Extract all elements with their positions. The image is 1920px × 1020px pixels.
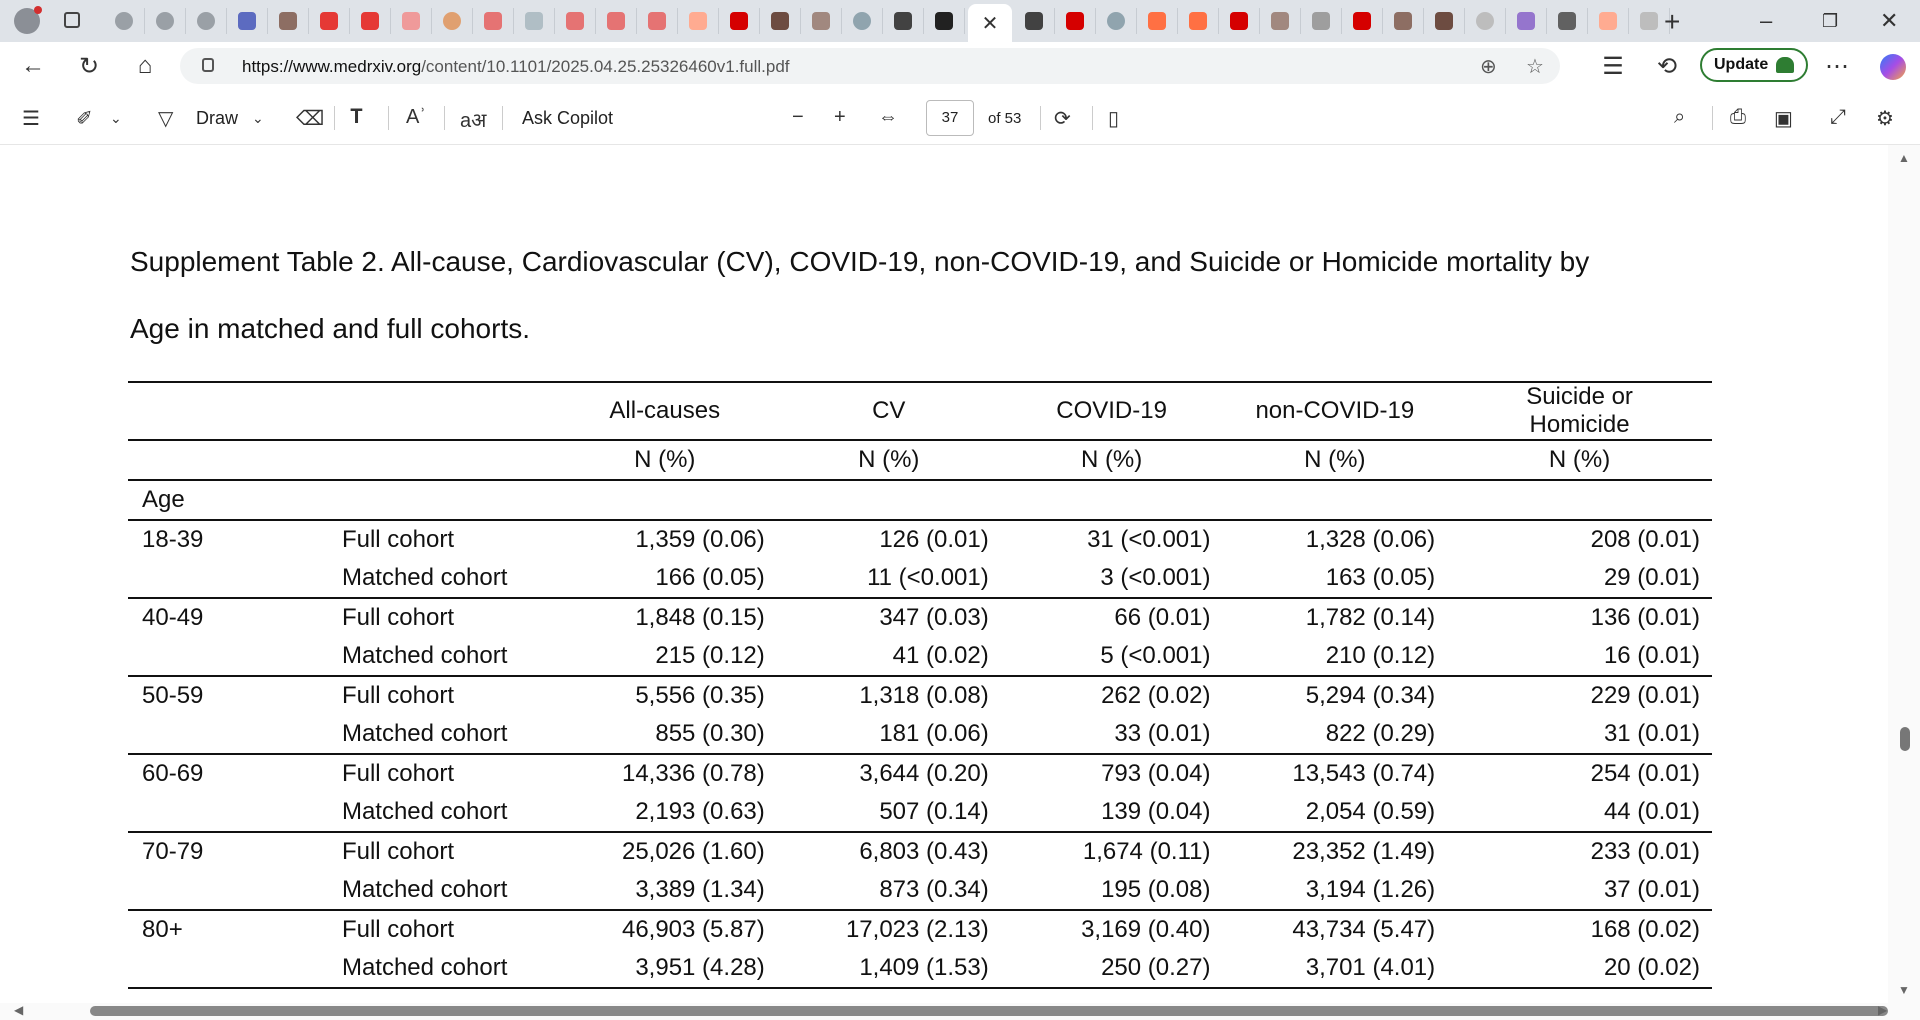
mortality-table — [128, 381, 1712, 989]
home-icon[interactable]: ⌂ — [137, 52, 153, 79]
value-cell: 1,674 (0.11) — [1082, 838, 1211, 865]
scroll-up-icon[interactable]: ▲ — [1898, 151, 1910, 165]
value-cell: 3,194 (1.26) — [1222, 871, 1447, 910]
table-row — [128, 598, 1712, 637]
address-bar-row — [0, 42, 1920, 93]
copilot-icon[interactable] — [1880, 54, 1906, 80]
age-group-cell — [128, 793, 342, 832]
cohort-cell: Matched cohort — [342, 793, 553, 832]
table-row — [128, 754, 1712, 793]
tab[interactable] — [1137, 8, 1178, 34]
tab[interactable] — [883, 8, 924, 34]
value-cell: 13,543 (0.74) — [1292, 760, 1436, 787]
tab[interactable] — [760, 8, 801, 34]
value-cell: 1,359 (0.06) — [635, 526, 765, 553]
scroll-down-icon[interactable]: ▼ — [1898, 983, 1910, 997]
col-header-cv: CV — [777, 382, 1001, 440]
table-row — [128, 910, 1712, 949]
table-caption-line1: Supplement Table 2. All-cause, Cardiovascular (CV), COVID-19, non-COVID-19, and Suicide or Homicide mortality by — [130, 246, 1590, 277]
more-icon[interactable]: ⋯ — [1825, 53, 1849, 80]
horizontal-scroll-thumb[interactable] — [90, 1006, 1888, 1016]
value-cell: 873 (0.34) — [777, 871, 1001, 910]
value-cell: 11 (<0.001) — [777, 559, 1001, 598]
tab-actions-icon[interactable] — [64, 12, 80, 28]
tab[interactable] — [1178, 8, 1219, 34]
cohort-cell: Full cohort — [341, 838, 454, 865]
divider — [502, 106, 503, 130]
value-cell: 233 (0.01) — [1590, 838, 1700, 865]
age-group-cell — [128, 871, 342, 910]
tab[interactable] — [104, 8, 145, 34]
section-row — [128, 480, 1712, 520]
horizontal-scrollbar[interactable] — [0, 1003, 1920, 1020]
tab[interactable] — [842, 8, 883, 34]
value-cell: 181 (0.06) — [777, 715, 1001, 754]
tab[interactable] — [596, 8, 637, 34]
back-icon[interactable]: ← — [21, 52, 45, 79]
table-row — [128, 715, 1712, 754]
minimize-icon[interactable]: – — [1760, 8, 1773, 33]
draw-icon[interactable]: ▽ — [158, 108, 174, 130]
divider — [334, 106, 335, 130]
read-aloud-icon[interactable]: Aʾ — [406, 106, 426, 128]
update-button[interactable]: Update — [1700, 48, 1808, 82]
value-cell: 5,556 (0.35) — [635, 682, 765, 709]
value-cell: 1,328 (0.06) — [1305, 526, 1436, 553]
tab[interactable] — [1301, 8, 1342, 34]
restore-icon[interactable]: ❐ — [1822, 11, 1839, 31]
tab[interactable] — [514, 8, 555, 34]
unit-label: N (%) — [553, 440, 777, 480]
value-cell: 2,054 (0.59) — [1222, 793, 1447, 832]
value-cell: 507 (0.14) — [777, 793, 1001, 832]
unit-label: N (%) — [1447, 440, 1712, 480]
value-cell: 1,409 (1.53) — [777, 949, 1001, 988]
value-cell: 29 (0.01) — [1447, 559, 1712, 598]
tab[interactable] — [719, 8, 760, 34]
value-cell: 3,644 (0.20) — [859, 760, 989, 787]
table-row — [128, 559, 1712, 598]
table-row — [128, 637, 1712, 676]
close-window-icon[interactable]: ✕ — [1880, 8, 1899, 33]
tab[interactable] — [1014, 8, 1055, 34]
cohort-cell: Full cohort — [341, 604, 454, 631]
value-cell: 6,803 (0.43) — [859, 838, 989, 865]
unit-label: N (%) — [1222, 440, 1447, 480]
cohort-cell: Full cohort — [341, 760, 454, 787]
tab[interactable] — [1383, 8, 1424, 34]
value-cell: 1,848 (0.15) — [635, 604, 765, 631]
chevron-down-icon[interactable]: ⌄ — [110, 110, 122, 126]
notification-dot — [34, 6, 42, 14]
col-header-all-causes: All-causes — [553, 382, 777, 440]
draw-label[interactable]: Draw — [196, 108, 239, 128]
url-text[interactable]: https://www.medrxiv.org/content/10.1101/2025.04.25.25326460v1.full.pdf — [242, 57, 790, 76]
value-cell: 126 (0.01) — [879, 526, 989, 553]
zoom-out-icon[interactable]: − — [792, 106, 804, 128]
value-cell: 2,193 (0.63) — [553, 793, 777, 832]
tab[interactable] — [227, 8, 268, 34]
unit-label: N (%) — [1001, 440, 1223, 480]
value-cell: 793 (0.04) — [1101, 760, 1211, 787]
section-label: Age — [128, 480, 342, 520]
cohort-cell: Full cohort — [341, 526, 454, 553]
value-cell: 254 (0.01) — [1590, 760, 1700, 787]
value-cell: 16 (0.01) — [1447, 637, 1712, 676]
age-group-cell: 60-69 — [142, 760, 204, 787]
tab[interactable] — [473, 8, 514, 34]
value-cell: 195 (0.08) — [1001, 871, 1223, 910]
tab[interactable] — [801, 8, 842, 34]
tab[interactable] — [1424, 8, 1465, 34]
zoom-in-icon[interactable]: + — [834, 106, 846, 128]
value-cell: 5 (<0.001) — [1001, 637, 1223, 676]
divider — [1092, 106, 1093, 130]
age-group-cell: 18-39 — [142, 526, 204, 553]
ask-copilot-button[interactable]: Ask Copilot — [522, 108, 614, 128]
active-tab[interactable] — [968, 4, 1012, 42]
vertical-scroll-thumb[interactable] — [1900, 727, 1910, 751]
tab[interactable] — [268, 8, 309, 34]
tab[interactable] — [678, 8, 719, 34]
page-view-icon[interactable]: ▯ — [1108, 108, 1120, 130]
col-header-suicide-homicide: Suicide or Homicide — [1447, 382, 1712, 440]
age-group-cell — [128, 715, 342, 754]
cohort-cell: Full cohort — [341, 682, 454, 709]
value-cell: 1,318 (0.08) — [859, 682, 989, 709]
tab[interactable] — [924, 8, 965, 34]
value-cell: 66 (0.01) — [1114, 604, 1211, 631]
tab[interactable] — [145, 8, 186, 34]
settings-gear-icon[interactable]: ⚙ — [1876, 108, 1894, 130]
table-row — [128, 949, 1712, 988]
value-cell: 139 (0.04) — [1001, 793, 1223, 832]
value-cell: 3 (<0.001) — [1001, 559, 1223, 598]
value-cell: 136 (0.01) — [1590, 604, 1700, 631]
contents-icon[interactable]: ☰ — [22, 108, 40, 130]
age-group-cell — [128, 559, 342, 598]
value-cell: 3,951 (4.28) — [553, 949, 777, 988]
text-box-icon[interactable]: 𝐓 — [350, 106, 363, 128]
value-cell: 250 (0.27) — [1001, 949, 1223, 988]
tab[interactable] — [637, 8, 678, 34]
fullscreen-icon[interactable]: ⤢ — [1830, 106, 1846, 128]
value-cell: 41 (0.02) — [777, 637, 1001, 676]
divider — [388, 106, 389, 130]
tab[interactable] — [432, 8, 473, 34]
tab[interactable] — [1096, 8, 1137, 34]
tab[interactable] — [555, 8, 596, 34]
fit-width-icon[interactable]: ⇔ — [878, 106, 898, 128]
refresh-icon[interactable]: ↻ — [78, 53, 100, 80]
value-cell: 822 (0.29) — [1222, 715, 1447, 754]
save-icon[interactable]: ▣ — [1774, 108, 1793, 130]
value-cell: 3,701 (4.01) — [1222, 949, 1447, 988]
pdf-toolbar — [0, 92, 1920, 145]
units-row — [128, 440, 1712, 480]
cohort-cell: Matched cohort — [342, 715, 553, 754]
value-cell: 31 (<0.001) — [1087, 526, 1211, 553]
divider — [444, 106, 445, 130]
tab[interactable] — [309, 8, 350, 34]
divider — [1712, 106, 1713, 130]
value-cell: 17,023 (2.13) — [845, 916, 989, 943]
close-tab-icon[interactable]: ✕ — [981, 12, 999, 35]
rotate-icon[interactable]: ⟳ — [1054, 108, 1071, 130]
cohort-cell: Matched cohort — [342, 871, 553, 910]
col-header-covid: COVID-19 — [1001, 382, 1223, 440]
value-cell: 25,026 (1.60) — [621, 838, 765, 865]
tab-strip — [0, 0, 1920, 42]
value-cell: 23,352 (1.49) — [1292, 838, 1436, 865]
tab[interactable] — [1588, 8, 1629, 34]
value-cell: 168 (0.02) — [1590, 916, 1700, 943]
url-field[interactable] — [180, 48, 1560, 84]
value-cell: 20 (0.02) — [1447, 949, 1712, 988]
value-cell: 215 (0.12) — [553, 637, 777, 676]
page-number-input[interactable]: 37 — [926, 100, 974, 136]
tab-list — [104, 8, 965, 34]
value-cell: 210 (0.12) — [1222, 637, 1447, 676]
favorite-star-icon[interactable]: ☆ — [1526, 56, 1544, 78]
page-total: of 53 — [988, 110, 1022, 127]
table-row — [128, 676, 1712, 715]
cohort-cell: Matched cohort — [342, 559, 553, 598]
value-cell: 1,782 (0.14) — [1305, 604, 1436, 631]
age-group-cell: 40-49 — [142, 604, 204, 631]
value-cell: 33 (0.01) — [1001, 715, 1223, 754]
value-cell: 14,336 (0.78) — [621, 760, 765, 787]
tab[interactable] — [350, 8, 391, 34]
cohort-cell: Matched cohort — [342, 949, 553, 988]
tab[interactable] — [1506, 8, 1547, 34]
tab[interactable] — [1547, 8, 1588, 34]
age-group-cell: 70-79 — [142, 838, 204, 865]
age-group-cell — [128, 637, 342, 676]
col-header-non-covid: non-COVID-19 — [1222, 382, 1447, 440]
value-cell: 3,389 (1.34) — [553, 871, 777, 910]
table-caption-line2: Age in matched and full cohorts. — [130, 313, 531, 344]
value-cell: 3,169 (0.40) — [1081, 916, 1211, 943]
table-row — [128, 793, 1712, 832]
cohort-cell: Matched cohort — [342, 637, 553, 676]
eraser-icon[interactable]: ⌫ — [296, 108, 325, 130]
value-cell: 43,734 (5.47) — [1292, 916, 1436, 943]
unit-label: N (%) — [777, 440, 1001, 480]
value-cell: 44 (0.01) — [1447, 793, 1712, 832]
value-cell: 855 (0.30) — [553, 715, 777, 754]
cohort-cell: Full cohort — [341, 916, 454, 943]
tab[interactable] — [1465, 8, 1506, 34]
value-cell: 46,903 (5.87) — [621, 916, 765, 943]
zoom-icon[interactable]: ⊕ — [1480, 56, 1497, 78]
scroll-right-icon[interactable]: ▶ — [1878, 1003, 1888, 1017]
history-icon[interactable]: ⟲ — [1656, 53, 1678, 80]
age-group-cell: 80+ — [142, 916, 183, 943]
tab[interactable] — [1219, 8, 1260, 34]
value-cell: 37 (0.01) — [1447, 871, 1712, 910]
tab[interactable] — [1342, 8, 1383, 34]
tab[interactable] — [186, 8, 227, 34]
value-cell: 166 (0.05) — [553, 559, 777, 598]
tab[interactable] — [1055, 8, 1096, 34]
value-cell: 5,294 (0.34) — [1305, 682, 1436, 709]
value-cell: 347 (0.03) — [879, 604, 989, 631]
value-cell: 163 (0.05) — [1222, 559, 1447, 598]
value-cell: 31 (0.01) — [1447, 715, 1712, 754]
table-row — [128, 871, 1712, 910]
lock-icon[interactable] — [202, 58, 214, 72]
translate-icon[interactable]: aअ — [460, 110, 487, 132]
print-icon[interactable]: ⎙ — [1730, 106, 1746, 128]
tab[interactable] — [1260, 8, 1301, 34]
age-group-cell: 50-59 — [142, 682, 204, 709]
divider — [1040, 106, 1041, 130]
pdf-page — [0, 145, 1888, 1000]
scroll-left-icon[interactable]: ◀ — [14, 1003, 24, 1017]
vertical-scrollbar[interactable] — [1888, 145, 1920, 1003]
table-row — [128, 520, 1712, 559]
update-heart-icon — [1776, 57, 1794, 73]
search-icon[interactable]: ⌕ — [1674, 106, 1686, 128]
tab[interactable] — [391, 8, 432, 34]
chevron-down-icon[interactable]: ⌄ — [252, 110, 264, 126]
table-row — [128, 832, 1712, 871]
highlight-icon[interactable]: ✐ — [76, 108, 93, 130]
age-group-cell — [128, 949, 342, 988]
favorites-icon[interactable]: ☰ — [1602, 53, 1624, 80]
tab-list-right — [1014, 8, 1670, 34]
value-cell: 208 (0.01) — [1590, 526, 1700, 553]
table-header-row — [128, 382, 1712, 440]
new-tab-button[interactable]: + — [1664, 6, 1681, 37]
value-cell: 262 (0.02) — [1101, 682, 1211, 709]
value-cell: 229 (0.01) — [1590, 682, 1700, 709]
